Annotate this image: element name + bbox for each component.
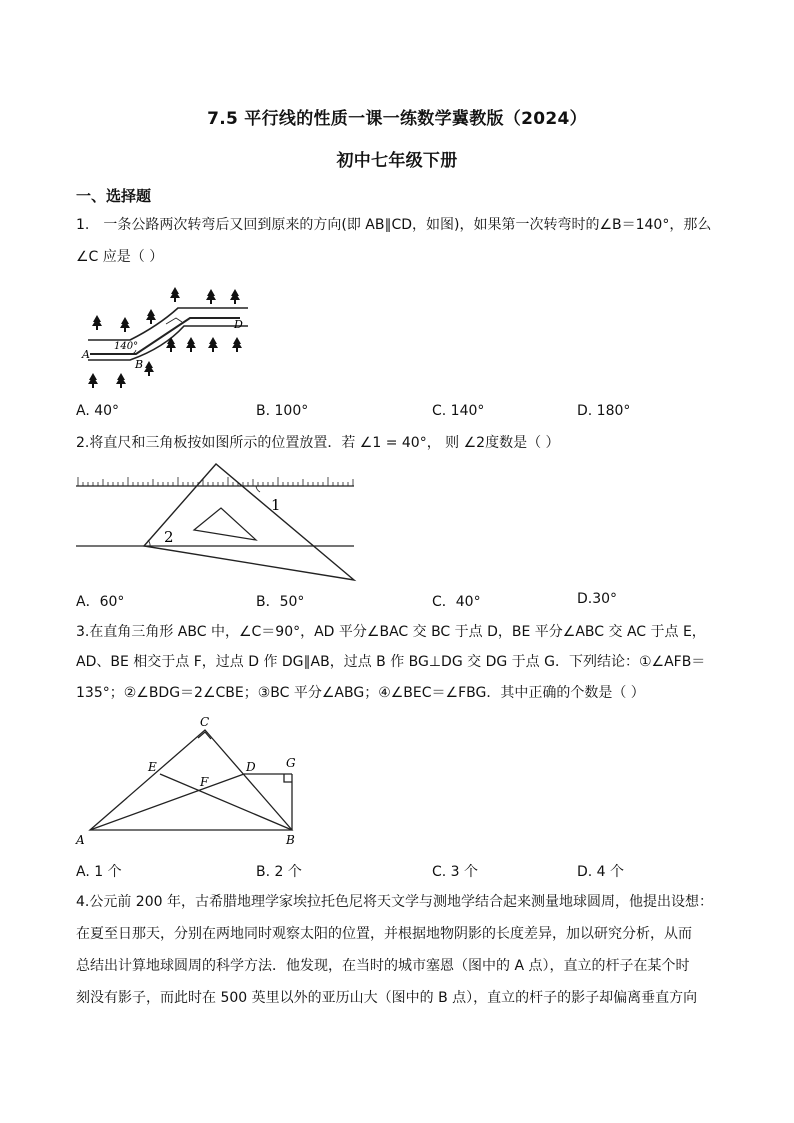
q3-triangle-figure	[72, 712, 302, 852]
q2-ruler-triangle-figure	[76, 460, 358, 584]
q1-option-a[interactable]: A. 40°	[76, 403, 120, 419]
q3-text-line-2: AD、BE 相交于点 F，过点 D 作 DG∥AB，过点 B 作 BG⊥DG 交 DG 于点 G．下列结论：①∠AFB＝	[76, 654, 706, 670]
q3-label-e: E	[148, 760, 157, 774]
q3-label-f: F	[200, 775, 209, 789]
q2-angle-1-label: 1	[271, 496, 281, 514]
q1-text-line-2: ∠C 应是（ ）	[76, 249, 164, 265]
q2-angle-2-label: 2	[164, 528, 174, 546]
q3-label-g: G	[286, 756, 296, 770]
q4-text-line-1: 4.公元前 200 年，古希腊地理学家埃拉托色尼将天文学与测地学结合起来测量地球圆周，他提出设想：	[76, 894, 713, 910]
q3-text-line-3: 135°；②∠BDG＝2∠CBE；③BC 平分∠ABG；④∠BEC＝∠FBG．其中正确的个数是（ ）	[76, 685, 645, 701]
q4-text-line-4: 刻没有影子，而此时在 500 英里以外的亚历山大（图中的 B 点），直立的杆子的影子却偏离垂直方向	[76, 990, 698, 1006]
q2-text-line-1: 2.将直尺和三角板按如图所示的位置放置．若 ∠1 = 40°， 则 ∠2度数是（ ）	[76, 435, 560, 451]
q3-option-c[interactable]: C. 3 个	[432, 864, 479, 880]
q2-option-b[interactable]: B．50°	[256, 594, 305, 610]
q1-text-line-1: 1. 一条公路两次转弯后又回到原来的方向(即 AB∥CD，如图)，如果第一次转弯时的∠B＝140°，那么	[76, 217, 712, 233]
page-title: 7.5 平行线的性质一课一练数学冀教版（2024）	[207, 109, 587, 129]
q2-option-a[interactable]: A．60°	[76, 594, 125, 610]
q3-label-a: A	[76, 833, 85, 847]
set-square-inner	[194, 508, 256, 540]
q1-road-figure	[78, 286, 258, 392]
q2-option-d[interactable]: D.30°	[577, 591, 618, 607]
q3-label-c: C	[200, 715, 210, 729]
q1-option-b[interactable]: B. 100°	[256, 403, 309, 419]
q4-text-line-2: 在夏至日那天，分别在两地同时观察太阳的位置，并根据地物阴影的长度差异，加以研究分析，从而	[76, 926, 692, 942]
q3-label-d: D	[246, 760, 256, 774]
q1-option-c[interactable]: C. 140°	[432, 403, 485, 419]
q1-option-d[interactable]: D. 180°	[577, 403, 631, 419]
page-subtitle: 初中七年级下册	[336, 151, 458, 171]
q1-label-b: B	[135, 358, 144, 371]
q3-option-b[interactable]: B. 2 个	[256, 864, 302, 880]
q1-angle-label: 140°	[114, 341, 139, 352]
q1-label-a: A	[82, 348, 90, 361]
set-square-outer	[144, 464, 354, 580]
q1-label-d: D	[234, 318, 243, 331]
tree-icons	[88, 287, 242, 388]
ruler-ticks	[78, 477, 353, 486]
section-title: 一、选择题	[76, 187, 152, 205]
q3-option-a[interactable]: A. 1 个	[76, 864, 122, 880]
q3-label-b: B	[286, 833, 295, 847]
q3-option-d[interactable]: D. 4 个	[577, 864, 625, 880]
q4-text-line-3: 总结出计算地球圆周的科学方法．他发现，在当时的城市塞恩（图中的 A 点），直立的杆子在某个时	[76, 958, 690, 974]
q3-text-line-1: 3.在直角三角形 ABC 中，∠C＝90°，AD 平分∠BAC 交 BC 于点 D，BE 平分∠ABC 交 AC 于点 E，	[76, 624, 706, 640]
q2-option-c[interactable]: C．40°	[432, 594, 481, 610]
